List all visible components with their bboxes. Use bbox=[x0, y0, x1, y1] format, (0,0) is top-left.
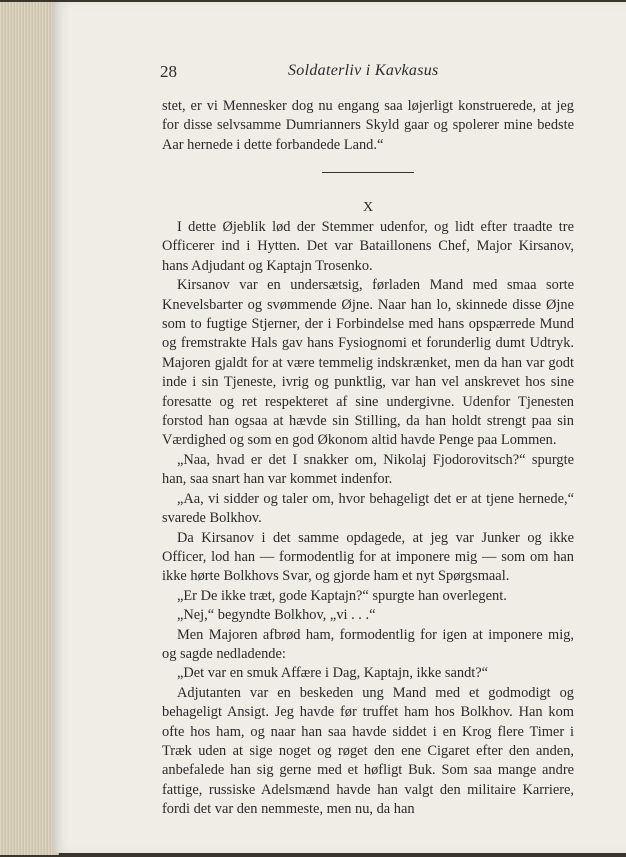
paragraph: „Det var en smuk Affære i Dag, Kaptajn, ikke sandt?“ bbox=[177, 665, 489, 682]
paragraph: Da Kirsanov i det samme opdagede, at jeg var Junker og ikke Officer, lod han — formodentlig for at imponere mig — som om han ikke hørte Bolkhovs Svar, og gjorde ham et nyt Spørgsmaal. bbox=[162, 529, 574, 585]
paragraph: „Nej,“ begyndte Bolkhov, „vi . . .“ bbox=[177, 607, 376, 624]
paragraph: „Aa, vi sidder og taler om, hvor behageligt det er at tjene hernede,“ svarede Bolkhov. bbox=[162, 490, 574, 527]
paragraph: Adjutanten var en beskeden ung Mand med et godmodigt og behageligt Ansigt. Jeg havde før truffet ham hos Bolkhov. Han kom ofte hos ham, og naar han saa havde siddet i en Krog flere Timer i Træk uden at sige noget og røget den ene Cigaret efter den anden, anbefalede han sig gerne med et høfligt Buk. Som saa mange andre fattige, russiske Adelsmænd havde han valgt den militaire Karriere, fordi det var den nemmeste, men nu, da han bbox=[162, 684, 574, 818]
intro-text bbox=[162, 97, 574, 155]
chapter-number: X bbox=[362, 200, 374, 215]
book-page-edges bbox=[0, 2, 59, 855]
paragraph: Kirsanov var en undersætsig, førladen Mand med smaa sorte Knevelsbarter og svømmende Øjne. Naar han lo, skinnede disse Øjne som to fugtige Stjerner, der i Forbindelse med hans opspærrede Mund og fremstrakte Hals gav hans Fysiognomi et forunderlig dumt Udtryk. Majoren gjaldt for at være temmelig indskrænket, men da han var godt inde i sin Tjeneste, ivrig og punktlig, var han vel anskrevet hos sine foresatte og ret respekteret af sine undergivne. Udenfor Tjenesten forstod han ogsaa at hævde sin Stilling, da han holdt strengt paa sin Værdighed og som en god Økonom altid havde Penge paa Lommen. bbox=[162, 277, 574, 449]
paragraph: Men Majoren afbrød ham, formodentlig for igen at imponere mig, og sagde nedladende: bbox=[162, 626, 574, 662]
paragraph: I dette Øjeblik lød der Stemmer udenfor, og lidt efter traadte tre Officerer ind i Hytten. Det var Bataillonens Chef, Major Kirsanov, hans Adjudant og Kaptajn Trosenko. bbox=[162, 219, 574, 274]
section-divider bbox=[322, 172, 414, 173]
paragraph: „Naa, hvad er det I snakker om, Nikolaj Fjodorovitsch?“ spurgte han, saa snart han var kommet indenfor. bbox=[162, 451, 574, 488]
running-head: Soldaterliv i Kavkasus bbox=[288, 62, 439, 79]
page-number: 28 bbox=[160, 62, 177, 81]
paragraph: „Er De ikke træt, gode Kaptajn?“ spurgte han overlegent. bbox=[177, 587, 507, 604]
intro-paragraph: stet, er vi Mennesker dog nu engang saa løjerligt konstruerede, at jeg for disse selvsamme Dumrianners Skyld gaar og spolerer mine bedste Aar hernede i dette forbandede Land.“ bbox=[162, 98, 574, 153]
chapter-body bbox=[162, 218, 574, 820]
page-header bbox=[160, 62, 580, 84]
